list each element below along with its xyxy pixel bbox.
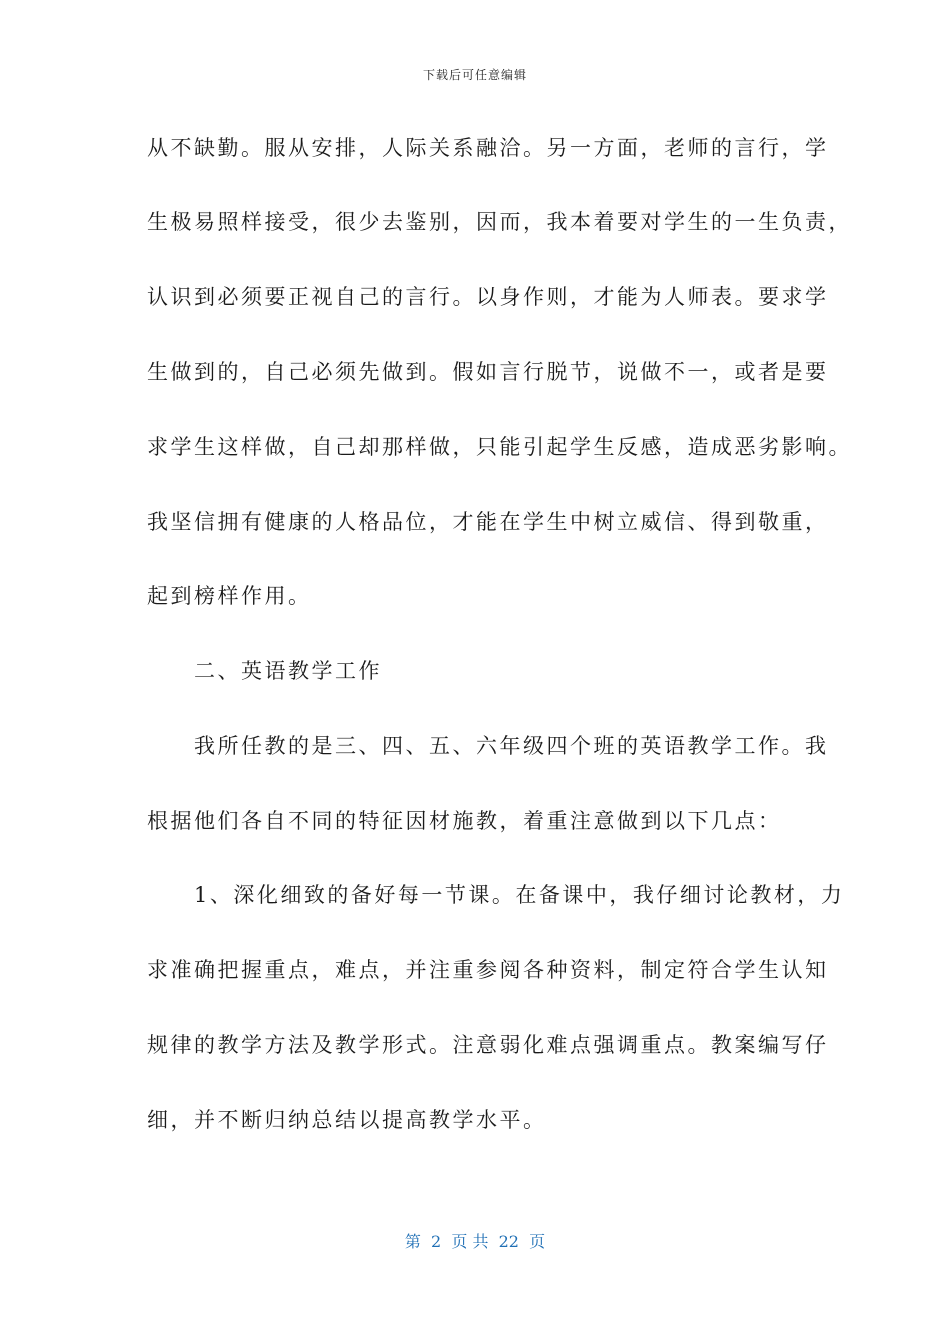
- paragraph-line: 从不缺勤。服从安排，人际关系融洽。另一方面，老师的言行，学: [147, 136, 829, 160]
- paragraph-line: 规律的教学方法及教学形式。注意弱化难点强调重点。教案编写仔: [147, 1033, 829, 1057]
- section-heading: 二、英语教学工作: [147, 659, 382, 683]
- paragraph-line: 根据他们各自不同的特征因材施教，着重注意做到以下几点：: [147, 809, 782, 833]
- paragraph-line: 我坚信拥有健康的人格品位，才能在学生中树立威信、得到敬重，: [147, 510, 829, 534]
- paragraph-line: 求准确把握重点，难点，并注重参阅各种资料，制定符合学生认知: [147, 958, 829, 982]
- paragraph-line: 细，并不断归纳总结以提高教学水平。: [147, 1108, 547, 1132]
- paragraph-line: 1、深化细致的备好每一节课。在备课中，我仔细讨论教材，力: [147, 883, 845, 907]
- paragraph-line: 求学生这样做，自己却那样做，只能引起学生反感，造成恶劣影响。: [147, 435, 852, 459]
- header-note: 下载后可任意编辑: [422, 68, 527, 82]
- paragraph-line: 生极易照样接受，很少去鉴别，因而，我本着要对学生的一生负责，: [147, 210, 852, 234]
- paragraph-line: 起到榜样作用。: [147, 584, 312, 608]
- paragraph-line: 我所任教的是三、四、五、六年级四个班的英语教学工作。我: [147, 734, 829, 758]
- paragraph-line: 生做到的，自己必须先做到。假如言行脱节，说做不一，或者是要: [147, 360, 829, 384]
- paragraph-line: 认识到必须要正视自己的言行。以身作则，才能为人师表。要求学: [147, 285, 829, 309]
- page-number-footer: 第 2 页 共 22 页: [404, 1232, 546, 1251]
